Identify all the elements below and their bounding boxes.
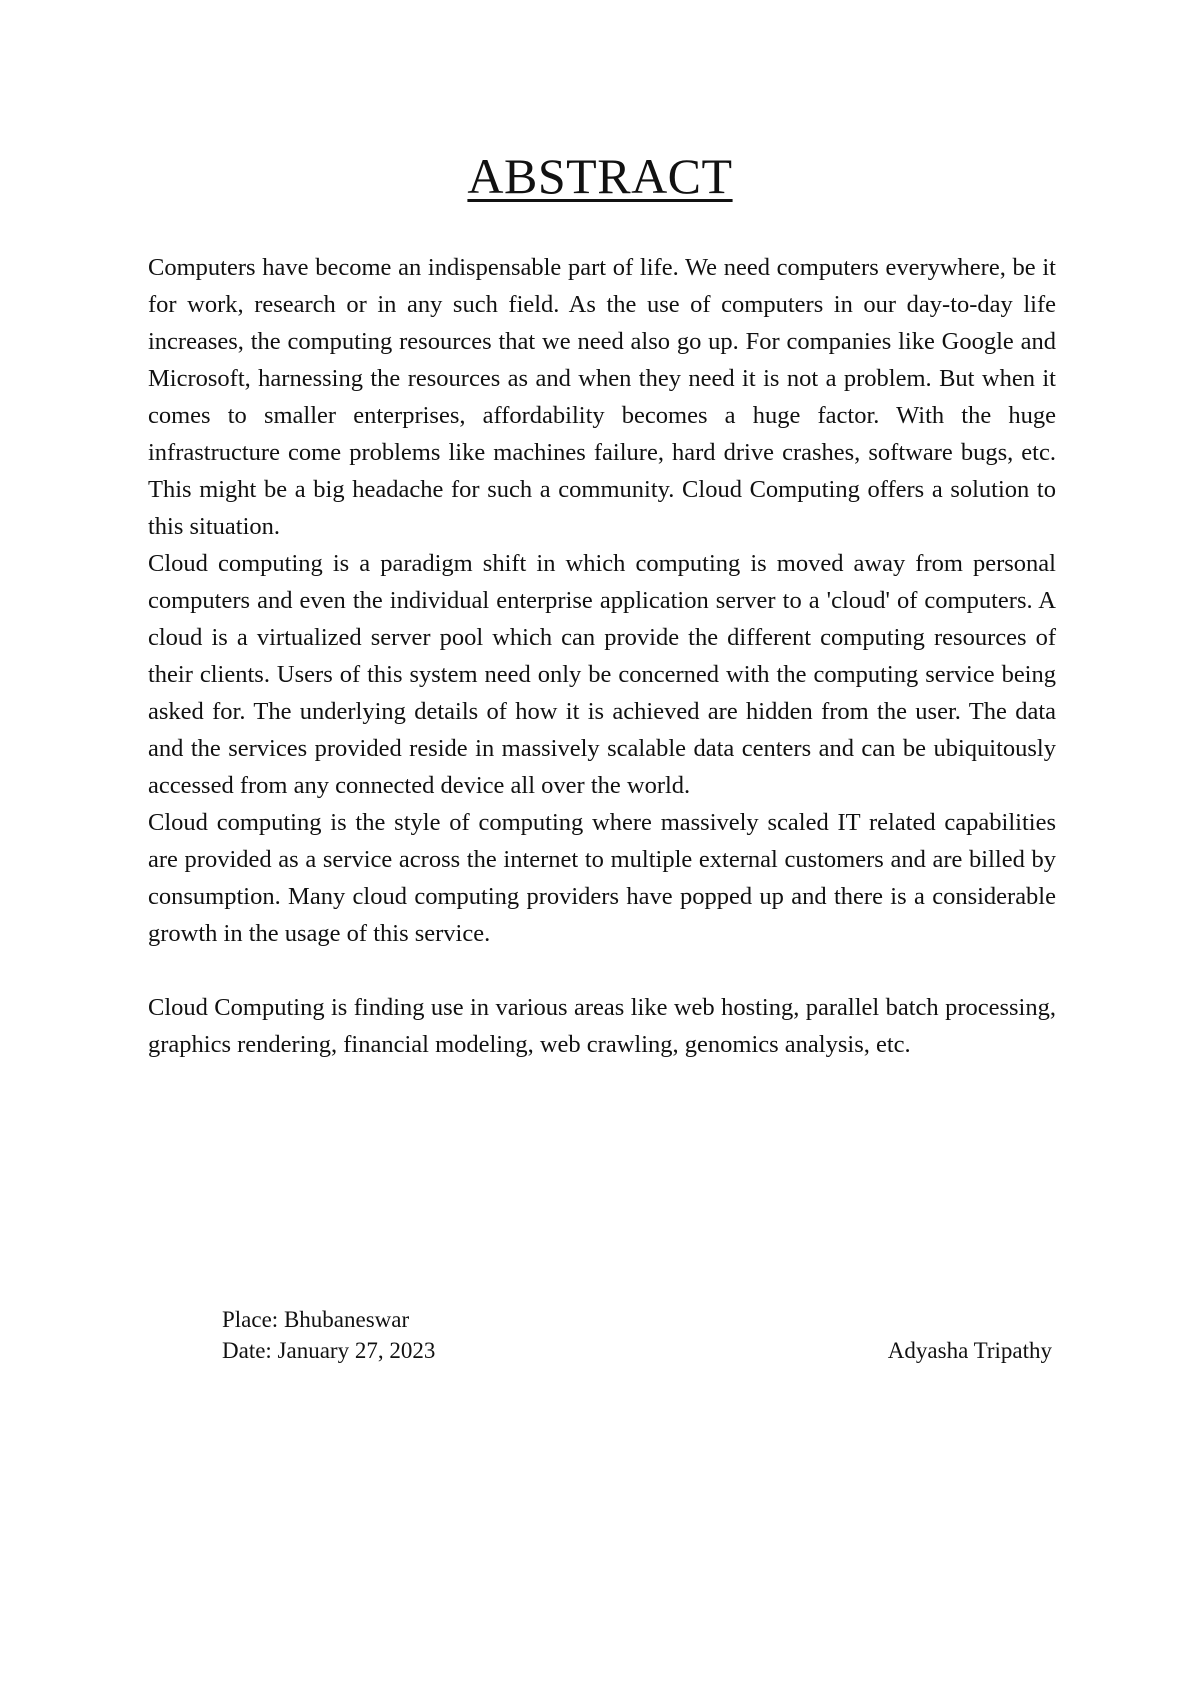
paragraph-2: Cloud computing is a paradigm shift in which computing is moved away from personal computers and even the individual enterprise application server to a 'cloud' of computers. A cloud is a virtualized server pool which can provide the different computing resources of their clients. Users of this system need only be concerned with the computing service being asked for. The underlying details of how it is achieved are hidden from the user. The data and the services provided reside in massively scalable data centers and can be ubiquitously accessed from any connected device all over the world. — [148, 550, 1056, 799]
place-date-block — [222, 1304, 435, 1366]
author-name: Adyasha Tripathy — [887, 1338, 1052, 1363]
paragraph-1: Computers have become an indispensable part of life. We need computers everywhere, be it for work, research or in any such field. As the use of computers in our day-to-day life increases, the computing resources that we need also go up. For companies like Google and Microsoft, harnessing the resources as and when they need it is not a problem. But when it comes to smaller enterprises, affordability becomes a huge factor. With the huge infrastructure come problems like machines failure, hard drive crashes, software bugs, etc. This might be a big headache for such a community. Cloud Computing offers a solution to this situation. — [148, 254, 1056, 540]
page-title: ABSTRACT — [467, 148, 733, 204]
date-line: Date: January 27, 2023 — [222, 1338, 436, 1363]
abstract-body — [148, 249, 1056, 1063]
paragraph-3: Cloud computing is the style of computing where massively scaled IT related capabilities are provided as a service across the internet to multiple external customers and are billed by consumption. Many cloud computing providers have popped up and there is a considerable growth in the usage of this service. — [148, 809, 1056, 947]
paragraph-4: Cloud Computing is finding use in various areas like web hosting, parallel batch processing, graphics rendering, financial modeling, web crawling, genomics analysis, etc. — [148, 994, 1056, 1058]
place-line: Place: Bhubaneswar — [222, 1307, 410, 1332]
